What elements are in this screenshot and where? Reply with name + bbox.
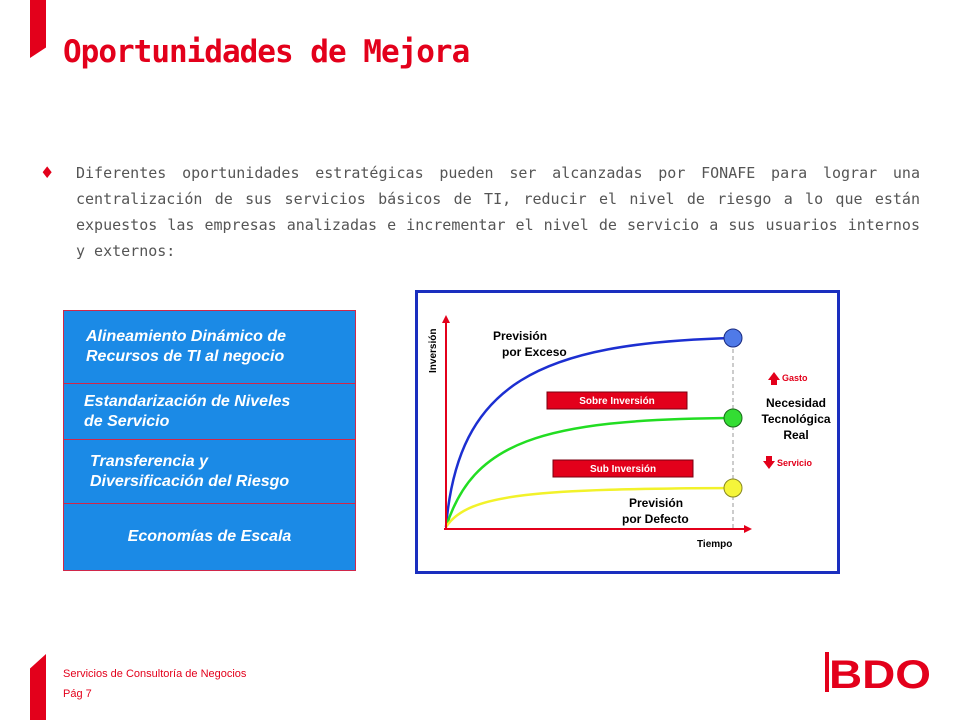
strategy-label-line: Transferencia y xyxy=(90,452,208,470)
label-exceso-line1: Previsión xyxy=(493,329,548,343)
exceso-end-circle xyxy=(724,329,742,347)
x-axis-arrow xyxy=(744,525,752,533)
footer-page-number: Pág 7 xyxy=(63,688,92,700)
y-axis-label: Inversión xyxy=(428,328,439,373)
strategy-stack xyxy=(63,310,356,571)
strategy-label-line: Alineamiento Dinámico de xyxy=(86,328,287,345)
strategy-label-line: Estandarización de Niveles xyxy=(84,392,291,410)
label-defecto-line2: por Defecto xyxy=(622,512,689,526)
label-defecto-line1: Previsión xyxy=(629,496,684,510)
accent-bar-top xyxy=(30,0,46,58)
diamond-bullet-icon: ♦ xyxy=(40,163,55,182)
strategy-label-line: de Servicio xyxy=(84,412,170,430)
curve-exceso xyxy=(446,338,734,527)
servicio-label: Servicio xyxy=(777,458,813,468)
arrow-up-icon xyxy=(768,372,780,385)
gasto-label: Gasto xyxy=(782,373,808,383)
necesidad-line3: Real xyxy=(783,428,809,442)
sub-inversion-label: Sub Inversión xyxy=(589,464,657,475)
investment-diagram-svg xyxy=(418,293,837,571)
strategy-label xyxy=(86,327,286,367)
strategy-label xyxy=(84,392,290,432)
necesidad-line2: Tecnológica xyxy=(761,412,831,426)
page-title: Oportunidades de Mejora xyxy=(63,34,470,70)
strategy-item xyxy=(64,440,355,504)
strategy-label-line: Economías de Escala xyxy=(127,528,292,545)
curve-defecto xyxy=(446,488,734,527)
arrow-down-icon xyxy=(763,456,775,469)
investment-diagram xyxy=(415,290,840,574)
strategy-label-line: Diversificación del Riesgo xyxy=(90,472,290,490)
strategy-item xyxy=(64,384,355,440)
label-exceso-line2: por Exceso xyxy=(502,345,567,359)
strategy-item xyxy=(64,504,355,570)
bullet-text: Diferentes oportunidades estratégicas pueden ser alcanzadas por FONAFE para lograr una centralización de sus servicios básicos de TI, reducir el nivel de riesgo a lo que están expuestos las empresas analizadas e incrementar el nivel de servicio a sus usuarios internos y externos: xyxy=(76,164,920,260)
defecto-end-circle xyxy=(724,479,742,497)
strategy-item xyxy=(64,311,355,384)
accent-bar-bottom xyxy=(30,654,46,720)
sobre-inversion-label: Sobre Inversión xyxy=(579,396,655,407)
x-axis-label: Tiempo xyxy=(697,539,733,550)
real-end-circle xyxy=(724,409,742,427)
bdo-logo xyxy=(825,650,933,694)
svg-text:BDO: BDO xyxy=(829,653,931,694)
strategy-label xyxy=(90,452,289,492)
y-axis-arrow xyxy=(442,315,450,323)
strategy-label-line: Recursos de TI al negocio xyxy=(86,348,285,365)
footer-company: Servicios de Consultoría de Negocios xyxy=(63,668,247,680)
necesidad-line1: Necesidad xyxy=(765,396,827,410)
